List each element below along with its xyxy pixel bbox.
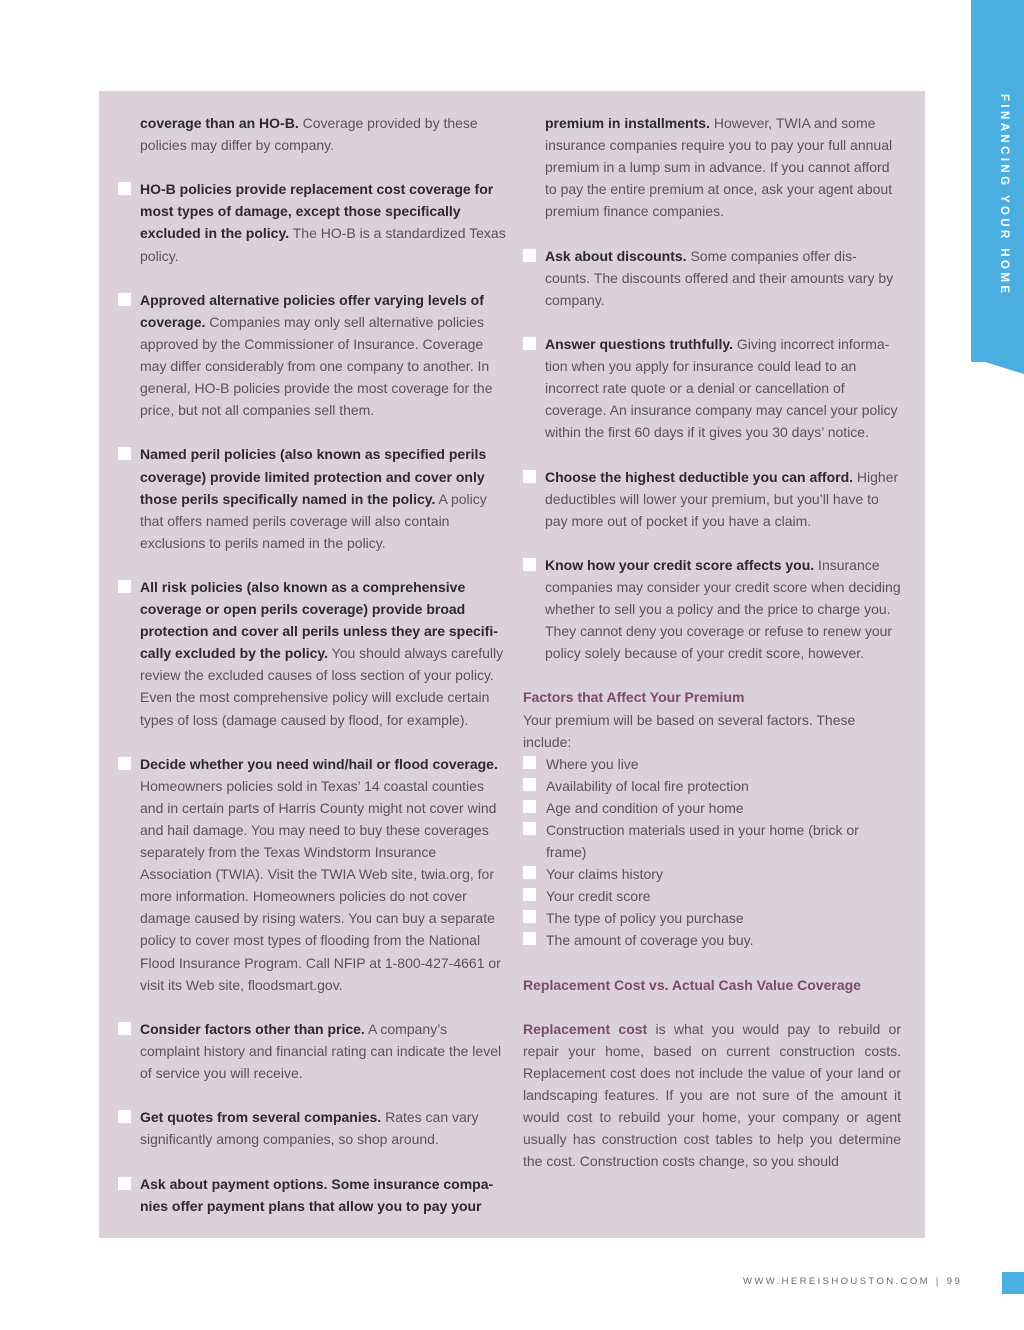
list-item <box>118 1106 508 1150</box>
checkbox-bullet-icon <box>523 910 536 923</box>
list-item <box>523 885 901 907</box>
item-text: Insurance companies may consider your credit score when deciding whether to sell you a policy and the price to charge you. They cannot deny you coverage or refuse to renew your policy solely because of your credit score, however. <box>545 556 901 662</box>
item-heading: Approved alternative policies offer varying levels of coverage. <box>140 291 484 330</box>
checkbox-bullet-icon <box>523 866 536 879</box>
continued-paragraph <box>523 112 901 222</box>
list-item <box>523 797 901 819</box>
item-text: Homeowners policies sold in Texas’ 14 coastal counties and in certain parts of Harris County might not cover wind and hail damage. You may need to buy these coverages separately from the Texas Windstorm Insurance Association (TWIA). Visit the TWIA Web site, twia.org, for more information. Homeowners policies do not cover damage caused by rising waters. You can buy a separate policy to cover most types of flooding from the National Flood Insurance Program. Call NFIP at 1-800-427-4661 or visit its Web site, floodsmart.gov. <box>140 777 501 993</box>
item-heading: Consider factors other than price. <box>140 1020 365 1037</box>
checkbox-bullet-icon <box>118 1022 131 1035</box>
item-text: A company’s complaint history and financial rating can indicate the level of service you will receive. <box>140 1020 502 1082</box>
factor-text: Construction materials used in your home (brick or frame) <box>546 822 859 861</box>
intro-bold: coverage than an HO-B. <box>140 115 299 131</box>
item-heading: All risk policies (also known as a comprehensive coverage or open perils coverage) provide broad protection and cover all perils unless they are specifi-cally excluded by the policy. <box>140 578 498 662</box>
item-text: Companies may only sell alternative policies approved by the Commissioner of Insurance. Coverage may differ considerably from one company to another. In general, HO-B policies provide the most coverage for the price, but not all companies sell them. <box>140 313 493 419</box>
checkbox-bullet-icon <box>523 470 536 483</box>
checkbox-bullet-icon <box>523 888 536 901</box>
item-text: Rates can vary significantly among companies, so shop around. <box>140 1109 479 1148</box>
page-footer <box>743 1276 962 1287</box>
section-tab-label: FINANCING YOUR HOME <box>998 94 1010 297</box>
list-item <box>523 929 901 951</box>
item-heading: Answer questions truthfully. <box>545 335 733 352</box>
list-item <box>523 554 901 664</box>
item-heading: Decide whether you need wind/hail or flood coverage. <box>140 755 498 772</box>
footer-separator: | <box>935 1276 941 1287</box>
list-item <box>523 245 901 311</box>
list-item <box>523 907 901 929</box>
list-item <box>118 443 508 553</box>
left-column <box>118 112 508 1239</box>
factor-text: Age and condition of your home <box>546 799 744 816</box>
factor-text: Your credit score <box>546 888 651 905</box>
checkbox-bullet-icon <box>523 932 536 945</box>
list-item <box>523 863 901 885</box>
item-text: A policy that offers named perils coverage will also contain exclusions to perils named in the policy. <box>140 490 487 551</box>
item-heading: Named peril policies (also known as specified perils coverage) provide limited protection and cover only those perils specifically named in the policy. <box>140 446 487 507</box>
checkbox-bullet-icon <box>523 249 536 262</box>
item-heading: Ask about discounts. <box>545 247 687 264</box>
factor-text: Availability of local fire protection <box>546 777 749 794</box>
factor-text: The amount of coverage you buy. <box>546 932 754 949</box>
list-item <box>118 753 508 996</box>
checkbox-bullet-icon <box>118 293 131 306</box>
checkbox-bullet-icon <box>523 778 536 791</box>
item-heading: HO-B policies provide replacement cost coverage for most types of damage, except those specifically excluded in the policy. <box>140 181 494 242</box>
replacement-term: Replacement cost <box>523 1020 648 1037</box>
list-item <box>118 1018 508 1084</box>
item-text: Giving incorrect informa-tion when you apply for insurance could lead to an incorrect rate quote or a denial or cancellation of coverage. An insurance company may cancel your policy within the first 60 days if it gives you 30 days’ notice. <box>545 335 898 441</box>
list-item <box>118 289 508 422</box>
factors-list <box>523 753 901 952</box>
checkbox-bullet-icon <box>118 1177 131 1190</box>
list-item <box>118 178 508 266</box>
continued-paragraph <box>118 112 508 156</box>
right-column <box>523 112 901 1173</box>
factors-intro: Your premium will be based on several factors. These include: <box>523 711 856 750</box>
list-item <box>523 466 901 532</box>
list-item <box>118 576 508 731</box>
replacement-heading: Replacement Cost vs. Actual Cash Value Coverage <box>523 976 861 993</box>
item-text: Some companies offer dis-counts. The discounts offered and their amounts vary by company. <box>545 247 894 308</box>
page-number: 99 <box>946 1276 963 1287</box>
item-text: Higher deductibles will lower your premium, but you’ll have to pay more out of pocket if you have a claim. <box>545 468 899 529</box>
list-item <box>523 753 901 775</box>
list-item <box>523 819 901 863</box>
factor-text: Where you live <box>546 755 639 772</box>
checkbox-bullet-icon <box>523 337 536 350</box>
list-item <box>118 1173 508 1217</box>
list-item <box>523 333 901 443</box>
checkbox-bullet-icon <box>523 800 536 813</box>
factor-text: Your claims history <box>546 866 663 883</box>
footer-accent-square <box>1002 1272 1024 1294</box>
checkbox-bullet-icon <box>118 182 131 195</box>
intro-text: However, TWIA and some insurance companies require you to pay your full annual premium in a lump sum in advance. If you cannot afford to pay the entire premium at once, ask your agent about premium finance companies. <box>545 115 893 220</box>
checkbox-bullet-icon <box>523 558 536 571</box>
checkbox-bullet-icon <box>523 756 536 769</box>
checkbox-bullet-icon <box>523 822 536 835</box>
item-heading: Get quotes from several companies. <box>140 1109 382 1126</box>
item-text: You should always carefully review the excluded causes of loss section of your policy. Even the most comprehensive policy will exclude certain types of loss (damage caused by flood, for example). <box>140 645 504 728</box>
replacement-paragraph <box>523 1018 901 1173</box>
intro-text: Coverage provided by these policies may differ by company. <box>140 115 478 154</box>
item-heading: Know how your credit score affects you. <box>545 556 815 573</box>
item-text: The HO-B is a standardized Texas policy. <box>140 225 506 264</box>
replacement-text: is what you would pay to rebuild or repair your home, based on current construction costs. Replacement cost does not include the value of your land or landscaping features. If you are not sure of the amount it would cost to rebuild your home, your company or agent usually has construction cost tables to help you determine the cost. Construction costs change, so you should <box>523 1020 901 1170</box>
factor-text: The type of policy you purchase <box>546 910 744 927</box>
item-heading: Ask about payment options. Some insurance compa-nies offer payment plans that allow you to pay your <box>140 1175 494 1214</box>
intro-bold: premium in installments. <box>545 115 710 131</box>
footer-website: WWW.HEREISHOUSTON.COM <box>743 1276 930 1287</box>
checkbox-bullet-icon <box>118 757 131 770</box>
factors-heading: Factors that Affect Your Premium <box>523 689 745 706</box>
checkbox-bullet-icon <box>118 1110 131 1123</box>
checkbox-bullet-icon <box>118 580 131 593</box>
item-heading: Choose the highest deductible you can afford. <box>545 468 854 485</box>
list-item <box>523 775 901 797</box>
checkbox-bullet-icon <box>118 447 131 460</box>
section-tab-tip <box>971 362 1024 374</box>
